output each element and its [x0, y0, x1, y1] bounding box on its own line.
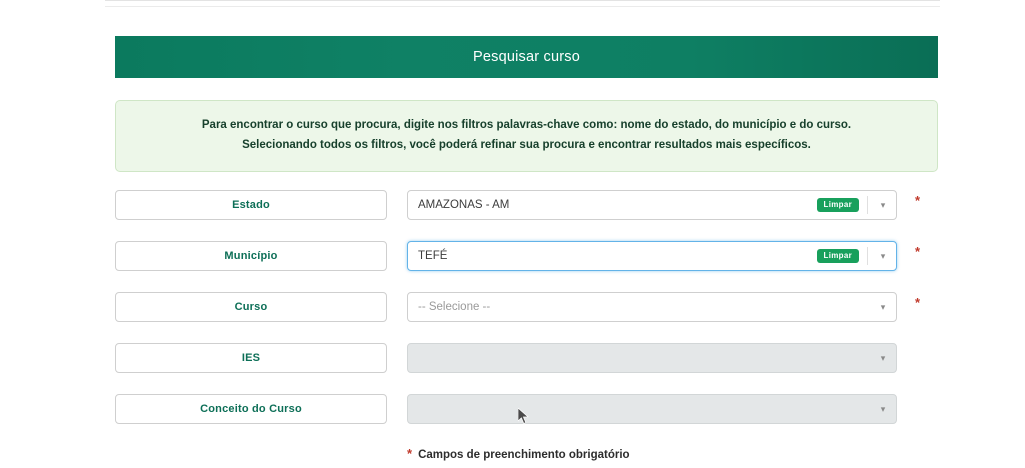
chevron-down-icon: ▾	[880, 352, 886, 363]
info-line-1: Para encontrar o curso que procura, digite nos filtros palavras-chave como: nome do estado, do município e do curso.	[201, 119, 852, 131]
filter-row-curso	[115, 292, 938, 322]
chevron-down-icon[interactable]: ▾	[880, 250, 886, 261]
label-estado-text: Estado	[232, 199, 270, 212]
label-ies	[115, 343, 387, 373]
select-municipio-separator	[867, 247, 868, 265]
select-conceito-do-curso	[407, 394, 897, 424]
select-estado-controls	[817, 191, 890, 219]
chevron-down-icon[interactable]: ▾	[880, 301, 886, 312]
select-curso-placeholder: -- Selecione --	[418, 301, 491, 314]
select-municipio[interactable]	[407, 241, 897, 271]
label-conceito-do-curso-text: Conceito do Curso	[200, 403, 302, 416]
panel-header	[115, 36, 938, 78]
required-marker-note: *	[407, 446, 413, 462]
page-divider-top	[105, 0, 940, 1]
filter-row-ies	[115, 343, 938, 373]
label-conceito-do-curso	[115, 394, 387, 424]
required-marker-estado: *	[915, 193, 921, 209]
select-municipio-value: TEFÉ	[418, 250, 448, 263]
chevron-down-icon: ▾	[880, 403, 886, 414]
select-municipio-controls	[817, 242, 890, 270]
select-curso[interactable]	[407, 292, 897, 322]
info-callout	[115, 100, 938, 172]
select-ies	[407, 343, 897, 373]
label-estado	[115, 190, 387, 220]
clear-estado-button[interactable]: Limpar	[817, 198, 859, 212]
page-right-margin	[940, 0, 1025, 468]
select-estado[interactable]	[407, 190, 897, 220]
select-conceito-do-curso-controls	[876, 395, 890, 423]
select-ies-controls	[876, 344, 890, 372]
filter-rows	[115, 190, 938, 424]
select-estado-separator	[867, 196, 868, 214]
required-marker-municipio: *	[915, 244, 921, 260]
select-estado-value: AMAZONAS - AM	[418, 199, 510, 212]
filter-row-estado	[115, 190, 938, 220]
label-curso	[115, 292, 387, 322]
label-curso-text: Curso	[234, 301, 268, 314]
required-fields-note-text: Campos de preenchimento obrigatório	[418, 449, 630, 462]
page-title: Pesquisar curso	[473, 49, 580, 65]
filter-row-conceito-do-curso	[115, 394, 938, 424]
label-ies-text: IES	[241, 352, 261, 365]
clear-municipio-button[interactable]: Limpar	[817, 249, 859, 263]
info-line-2: Selecionando todos os filtros, você poderá refinar sua procura e encontrar resultados mais específicos.	[242, 139, 811, 152]
search-course-panel	[115, 36, 938, 461]
required-marker-curso: *	[915, 295, 921, 311]
filter-row-municipio	[115, 241, 938, 271]
required-fields-note	[407, 446, 938, 461]
select-curso-controls	[876, 293, 890, 321]
label-municipio-text: Município	[224, 250, 278, 263]
page-divider-second	[105, 6, 940, 7]
chevron-down-icon[interactable]: ▾	[880, 199, 886, 210]
label-municipio	[115, 241, 387, 271]
